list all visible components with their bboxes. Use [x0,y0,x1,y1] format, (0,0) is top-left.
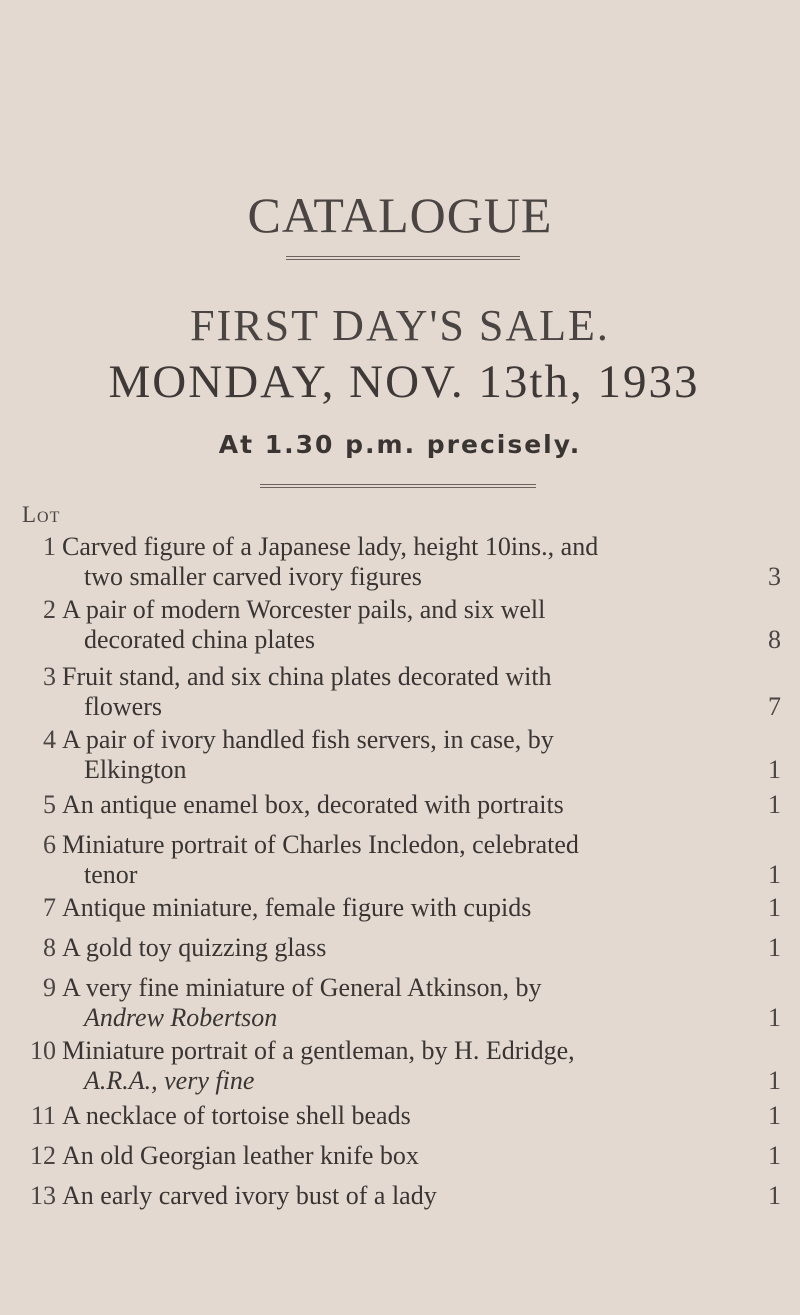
catalogue-title: CATALOGUE [247,187,553,243]
lot-quantity: 7 [768,692,781,721]
lot-quantity: 1 [768,1141,781,1170]
lot-quantity: 1 [768,1066,781,1095]
lot-quantity: 1 [768,893,781,922]
lot-quantity: 1 [768,790,781,819]
lot-description [62,595,752,655]
lot-number: 4 [43,725,56,754]
lot-description [62,532,752,592]
lot-description-line: A necklace of tortoise shell beads [62,1101,411,1130]
lot-number: 1 [43,532,56,561]
lot-number: 5 [43,790,56,819]
lot-number: 9 [43,973,56,1002]
lot-description [62,1101,752,1131]
lot-description-line: A gold toy quizzing glass [62,933,327,962]
header-rule [260,484,536,488]
lot-number: 8 [43,933,56,962]
lot-description-line: Miniature portrait of a gentleman, by H. Edridge, [62,1036,575,1065]
lot-description-line: tenor [84,860,138,889]
lot-description-line: Carved figure of a Japanese lady, height 10ins., and [62,532,599,561]
lot-number: 12 [30,1141,56,1170]
lot-number: 2 [43,595,56,624]
lot-description-line: flowers [84,692,162,721]
lot-description-line: A very fine miniature of General Atkinson, by [62,973,542,1002]
lot-description-line: Fruit stand, and six china plates decorated with [62,662,552,691]
lot-number: 13 [30,1181,56,1210]
lot-description [62,973,752,1033]
lot-description [62,1181,752,1211]
lot-description-line: Antique miniature, female figure with cupids [62,893,532,922]
lot-description [62,662,752,722]
sale-date: MONDAY, NOV. 13th, 1933 [108,356,700,408]
lot-quantity: 8 [768,625,781,654]
lot-number: 11 [30,1101,56,1130]
lot-number: 10 [30,1036,56,1065]
lot-number: 6 [43,830,56,859]
lot-description [62,1036,752,1096]
lot-number: 7 [43,893,56,922]
lot-description [62,725,752,785]
lot-quantity: 1 [768,1181,781,1210]
lot-description-line: An old Georgian leather knife box [62,1141,419,1170]
lot-description-line: An early carved ivory bust of a lady [62,1181,437,1210]
lot-description-line: A pair of modern Worcester pails, and six well [62,595,546,624]
lot-quantity: 1 [768,1003,781,1032]
lot-quantity: 3 [768,562,781,591]
lot-number: 3 [43,662,56,691]
lot-description [62,1141,752,1171]
lot-quantity: 1 [768,860,781,889]
lot-quantity: 1 [768,933,781,962]
lot-description [62,790,752,820]
lot-description-line: A.R.A., very fine [84,1066,255,1095]
lot-quantity: 1 [768,1101,781,1130]
lot-description-line: two smaller carved ivory figures [84,562,422,591]
lot-quantity: 1 [768,755,781,784]
sale-title: FIRST DAY'S SALE. [190,301,610,350]
lot-description [62,830,752,890]
lot-description [62,933,752,963]
lot-description-line: A pair of ivory handled fish servers, in case, by [62,725,554,754]
lot-description-line: Miniature portrait of Charles Incledon, celebrated [62,830,579,859]
lot-description-line: An antique enamel box, decorated with portraits [62,790,564,819]
lot-column-header: Lot [22,502,61,527]
title-rule [286,256,520,260]
lot-description [62,893,752,923]
lot-description-line: Elkington [84,755,187,784]
lot-description-line: decorated china plates [84,625,315,654]
sale-time: At 1.30 p.m. precisely. [218,430,582,459]
lot-description-line: Andrew Robertson [84,1003,278,1032]
